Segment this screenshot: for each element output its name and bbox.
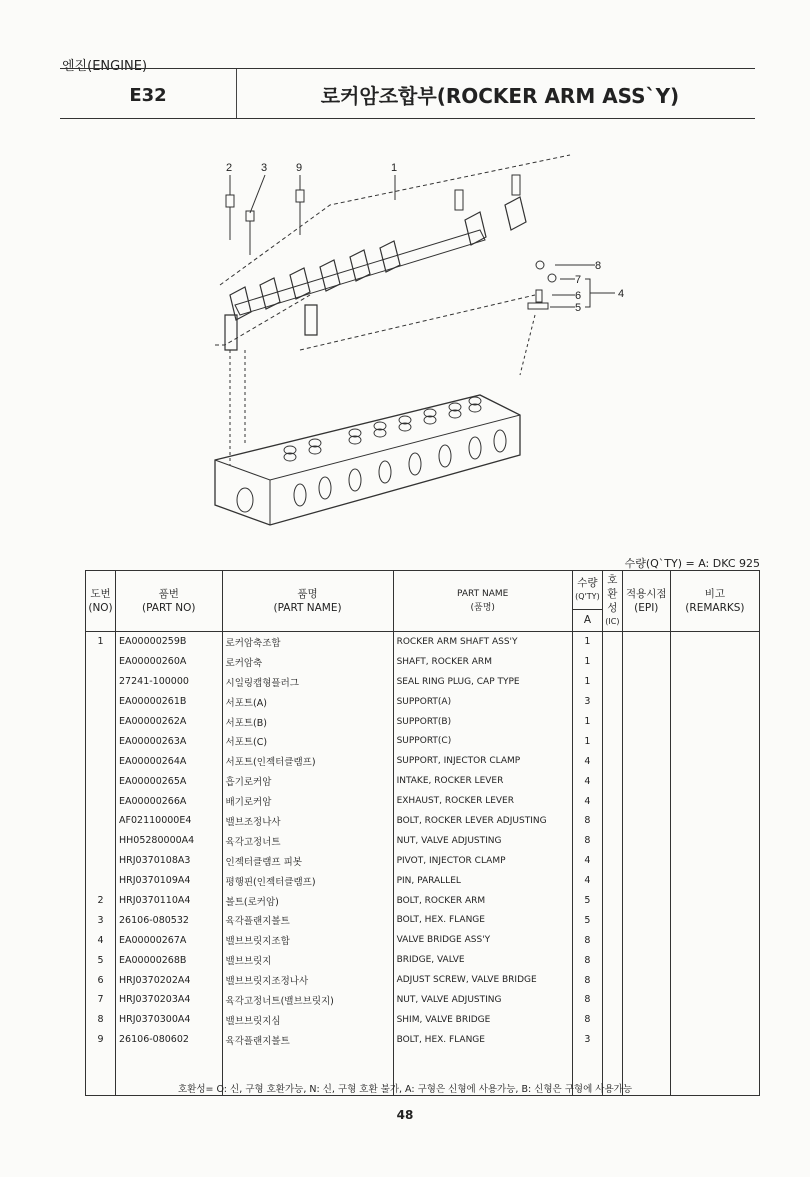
row-ic [603,1010,623,1030]
row-qty: 4 [572,751,602,771]
row-remarks [670,891,759,911]
row-qty: 1 [572,652,602,672]
row-part-name-kr: 서포트(B) [222,712,393,732]
row-part-no: 26106-080532 [116,910,223,930]
row-part-name-en: SHIM, VALVE BRIDGE [393,1010,572,1030]
row-remarks [670,990,759,1010]
table-row [86,1030,760,1050]
table-row [86,1010,760,1030]
table-row [86,831,760,851]
row-part-name-kr: 흡기로커암 [222,771,393,791]
callout-6: 6 [575,290,582,302]
header-top-rule [60,68,755,69]
row-part-name-en: BOLT, ROCKER ARM [393,891,572,911]
row-part-no: HRJ0370202A4 [116,970,223,990]
row-ic [603,970,623,990]
row-part-name-kr: 육각플랜지볼트 [222,910,393,930]
header-ic-en: (IC) [605,617,620,626]
row-part-no: HRJ0370300A4 [116,1010,223,1030]
row-no [86,771,116,791]
row-epi [622,950,670,970]
row-no: 4 [86,930,116,950]
row-part-name-en: BRIDGE, VALVE [393,950,572,970]
qty-note: 수량(Q`TY) = A: DKC 925 [624,557,760,570]
table-row [86,851,760,871]
row-no [86,731,116,751]
row-epi [622,791,670,811]
row-epi [622,1030,670,1050]
callout-8: 8 [595,260,602,272]
table-row [86,910,760,930]
row-part-no: EA00000268B [116,950,223,970]
row-qty: 1 [572,712,602,732]
row-part-name-en: SEAL RING PLUG, CAP TYPE [393,672,572,692]
row-ic [603,851,623,871]
row-remarks [670,731,759,751]
row-epi [622,632,670,652]
row-part-name-en: INTAKE, ROCKER LEVER [393,771,572,791]
table-row [86,871,760,891]
row-qty: 4 [572,871,602,891]
table-row [86,771,760,791]
row-part-name-kr: 밸브브릿지심 [222,1010,393,1030]
row-part-name-kr: 서포트(A) [222,692,393,712]
header-ic-kr: 호 환 성 [607,574,618,614]
row-remarks [670,811,759,831]
callout-4: 4 [618,288,625,300]
row-remarks [670,751,759,771]
row-part-name-kr: 육각플랜지볼트 [222,1030,393,1050]
row-ic [603,811,623,831]
page-title: 로커암조합부(ROCKER ARM ASS`Y) [320,84,680,108]
parts-table [85,570,760,1096]
row-qty: 3 [572,692,602,712]
row-no: 2 [86,891,116,911]
table-row [86,970,760,990]
row-epi [622,930,670,950]
table-row [86,930,760,950]
row-part-name-en: BOLT, HEX. FLANGE [393,910,572,930]
row-qty: 4 [572,791,602,811]
row-qty: 3 [572,1030,602,1050]
row-epi [622,891,670,911]
header-part-name-en: PART NAME (품명) [393,571,572,632]
row-part-name-en: SUPPORT(C) [393,731,572,751]
row-qty: 8 [572,1010,602,1030]
row-remarks [670,791,759,811]
row-ic [603,910,623,930]
row-part-name-kr: 밸브조정나사 [222,811,393,831]
row-part-name-kr: 밸브브릿지조합 [222,930,393,950]
row-epi [622,871,670,891]
row-no [86,692,116,712]
table-row [86,811,760,831]
row-qty: 4 [572,771,602,791]
row-epi [622,970,670,990]
row-ic [603,871,623,891]
row-part-no: EA00000261B [116,692,223,712]
row-no: 1 [86,632,116,652]
row-ic [603,1030,623,1050]
row-no [86,831,116,851]
row-epi [622,771,670,791]
table-row [86,692,760,712]
page-number: 48 [396,1108,414,1122]
row-part-no: HRJ0370203A4 [116,990,223,1010]
row-qty: 8 [572,970,602,990]
header-qty-kr: 수량 [577,576,598,589]
row-qty: 4 [572,851,602,871]
row-part-no: HH05280000A4 [116,831,223,851]
row-remarks [670,692,759,712]
table-row [86,891,760,911]
row-epi [622,731,670,751]
row-no [86,851,116,871]
row-part-no: AF02110000E4 [116,811,223,831]
row-epi [622,751,670,771]
rocker-arm-exploded-diagram [190,145,625,545]
row-ic [603,831,623,851]
row-part-name-en: ADJUST SCREW, VALVE BRIDGE [393,970,572,990]
table-row [86,791,760,811]
row-ic [603,692,623,712]
row-remarks [670,1030,759,1050]
row-qty: 5 [572,891,602,911]
header-no: 도번 (NO) [86,571,116,632]
row-part-name-kr: 서포트(인젝터클램프) [222,751,393,771]
row-no [86,871,116,891]
row-no: 7 [86,990,116,1010]
row-part-name-en: ROCKER ARM SHAFT ASS'Y [393,632,572,652]
row-remarks [670,831,759,851]
row-remarks [670,910,759,930]
row-part-name-kr: 평행핀(인젝터클램프) [222,871,393,891]
callout-1: 1 [391,162,398,174]
row-qty: 8 [572,831,602,851]
callout-9: 9 [296,162,303,174]
header-part-name-kr: 품명 (PART NAME) [222,571,393,632]
row-no [86,791,116,811]
row-part-no: EA00000263A [116,731,223,751]
section-label: 엔진(ENGINE) [62,59,148,74]
row-part-name-kr: 로커암축 [222,652,393,672]
row-ic [603,950,623,970]
row-qty: 8 [572,811,602,831]
row-epi [622,692,670,712]
callout-5: 5 [575,302,582,314]
row-part-no: EA00000260A [116,652,223,672]
table-row [86,950,760,970]
row-qty: 8 [572,990,602,1010]
row-no: 5 [86,950,116,970]
row-ic [603,891,623,911]
row-ic [603,632,623,652]
row-qty: 1 [572,672,602,692]
row-epi [622,712,670,732]
row-epi [622,1010,670,1030]
row-part-no: EA00000262A [116,712,223,732]
table-row [86,990,760,1010]
row-ic [603,791,623,811]
row-part-no: 26106-080602 [116,1030,223,1050]
row-remarks [670,871,759,891]
row-part-name-en: SHAFT, ROCKER ARM [393,652,572,672]
row-no: 6 [86,970,116,990]
row-part-no: 27241-100000 [116,672,223,692]
row-remarks [670,851,759,871]
row-ic [603,731,623,751]
header-ic [603,571,623,632]
row-part-no: EA00000266A [116,791,223,811]
header-qty-a: A [572,609,602,631]
row-ic [603,990,623,1010]
row-part-name-kr: 서포트(C) [222,731,393,751]
row-ic [603,712,623,732]
table-row [86,731,760,751]
row-remarks [670,970,759,990]
row-part-name-en: SUPPORT(A) [393,692,572,712]
row-part-name-en: SUPPORT, INJECTOR CLAMP [393,751,572,771]
row-part-name-kr: 인젝터클램프 피봇 [222,851,393,871]
row-no: 3 [86,910,116,930]
row-remarks [670,672,759,692]
row-no [86,811,116,831]
row-part-name-en: EXHAUST, ROCKER LEVER [393,791,572,811]
table-row [86,712,760,732]
row-part-name-en: NUT, VALVE ADJUSTING [393,831,572,851]
row-remarks [670,950,759,970]
row-epi [622,672,670,692]
row-part-name-kr: 육각고정너트(밸브브릿지) [222,990,393,1010]
row-part-name-en: VALVE BRIDGE ASS'Y [393,930,572,950]
row-remarks [670,930,759,950]
section-code: E32 [129,85,167,106]
row-no: 9 [86,1030,116,1050]
row-part-name-kr: 볼트(로커암) [222,891,393,911]
row-no [86,751,116,771]
header-remarks: 비고 (REMARKS) [670,571,759,632]
row-part-name-kr: 로커암축조합 [222,632,393,652]
row-part-name-en: BOLT, ROCKER LEVER ADJUSTING [393,811,572,831]
row-part-no: EA00000267A [116,930,223,950]
callout-2: 2 [226,162,233,174]
row-epi [622,851,670,871]
header-bottom-rule [60,118,755,119]
row-remarks [670,712,759,732]
header-separator [236,69,237,118]
row-qty: 8 [572,950,602,970]
table-row [86,672,760,692]
row-part-no: EA00000264A [116,751,223,771]
row-qty: 1 [572,632,602,652]
row-part-name-kr: 육각고정너트 [222,831,393,851]
row-part-no: HRJ0370108A3 [116,851,223,871]
row-ic [603,672,623,692]
header-qty-en: (Q'TY) [575,591,600,601]
row-ic [603,930,623,950]
interchangeability-footnote: 호환성= O: 신, 구형 호환가능, N: 신, 구형 호환 불가, A: 구형은 신형에 사용가능, B: 신형은 구형에 사용가능 [177,1084,632,1095]
table-row [86,632,760,652]
row-no: 8 [86,1010,116,1030]
row-part-name-kr: 밸브브릿지 [222,950,393,970]
row-no [86,712,116,732]
row-epi [622,811,670,831]
row-qty: 5 [572,910,602,930]
header-part-no: 품번 (PART NO) [116,571,223,632]
header-epi: 적용시점 (EPI) [622,571,670,632]
row-part-name-en: SUPPORT(B) [393,712,572,732]
row-remarks [670,771,759,791]
row-no [86,652,116,672]
table-row [86,652,760,672]
callout-3: 3 [261,162,268,174]
row-no [86,672,116,692]
row-epi [622,831,670,851]
row-part-no: EA00000265A [116,771,223,791]
row-ic [603,652,623,672]
row-part-name-en: PIN, PARALLEL [393,871,572,891]
row-ic [603,771,623,791]
row-remarks [670,1010,759,1030]
row-part-no: HRJ0370109A4 [116,871,223,891]
row-qty: 1 [572,731,602,751]
row-epi [622,910,670,930]
row-remarks [670,652,759,672]
row-part-name-en: NUT, VALVE ADJUSTING [393,990,572,1010]
row-part-no: HRJ0370110A4 [116,891,223,911]
row-part-name-kr: 시일링캡형플러그 [222,672,393,692]
row-epi [622,990,670,1010]
row-part-name-en: PIVOT, INJECTOR CLAMP [393,851,572,871]
row-epi [622,652,670,672]
row-ic [603,751,623,771]
header-qty [572,571,602,610]
row-part-name-kr: 배기로커암 [222,791,393,811]
row-remarks [670,632,759,652]
row-part-name-en: BOLT, HEX. FLANGE [393,1030,572,1050]
row-part-no: EA00000259B [116,632,223,652]
row-part-name-kr: 밸브브릿지조정나사 [222,970,393,990]
row-qty: 8 [572,930,602,950]
table-row [86,751,760,771]
callout-7: 7 [575,274,582,286]
